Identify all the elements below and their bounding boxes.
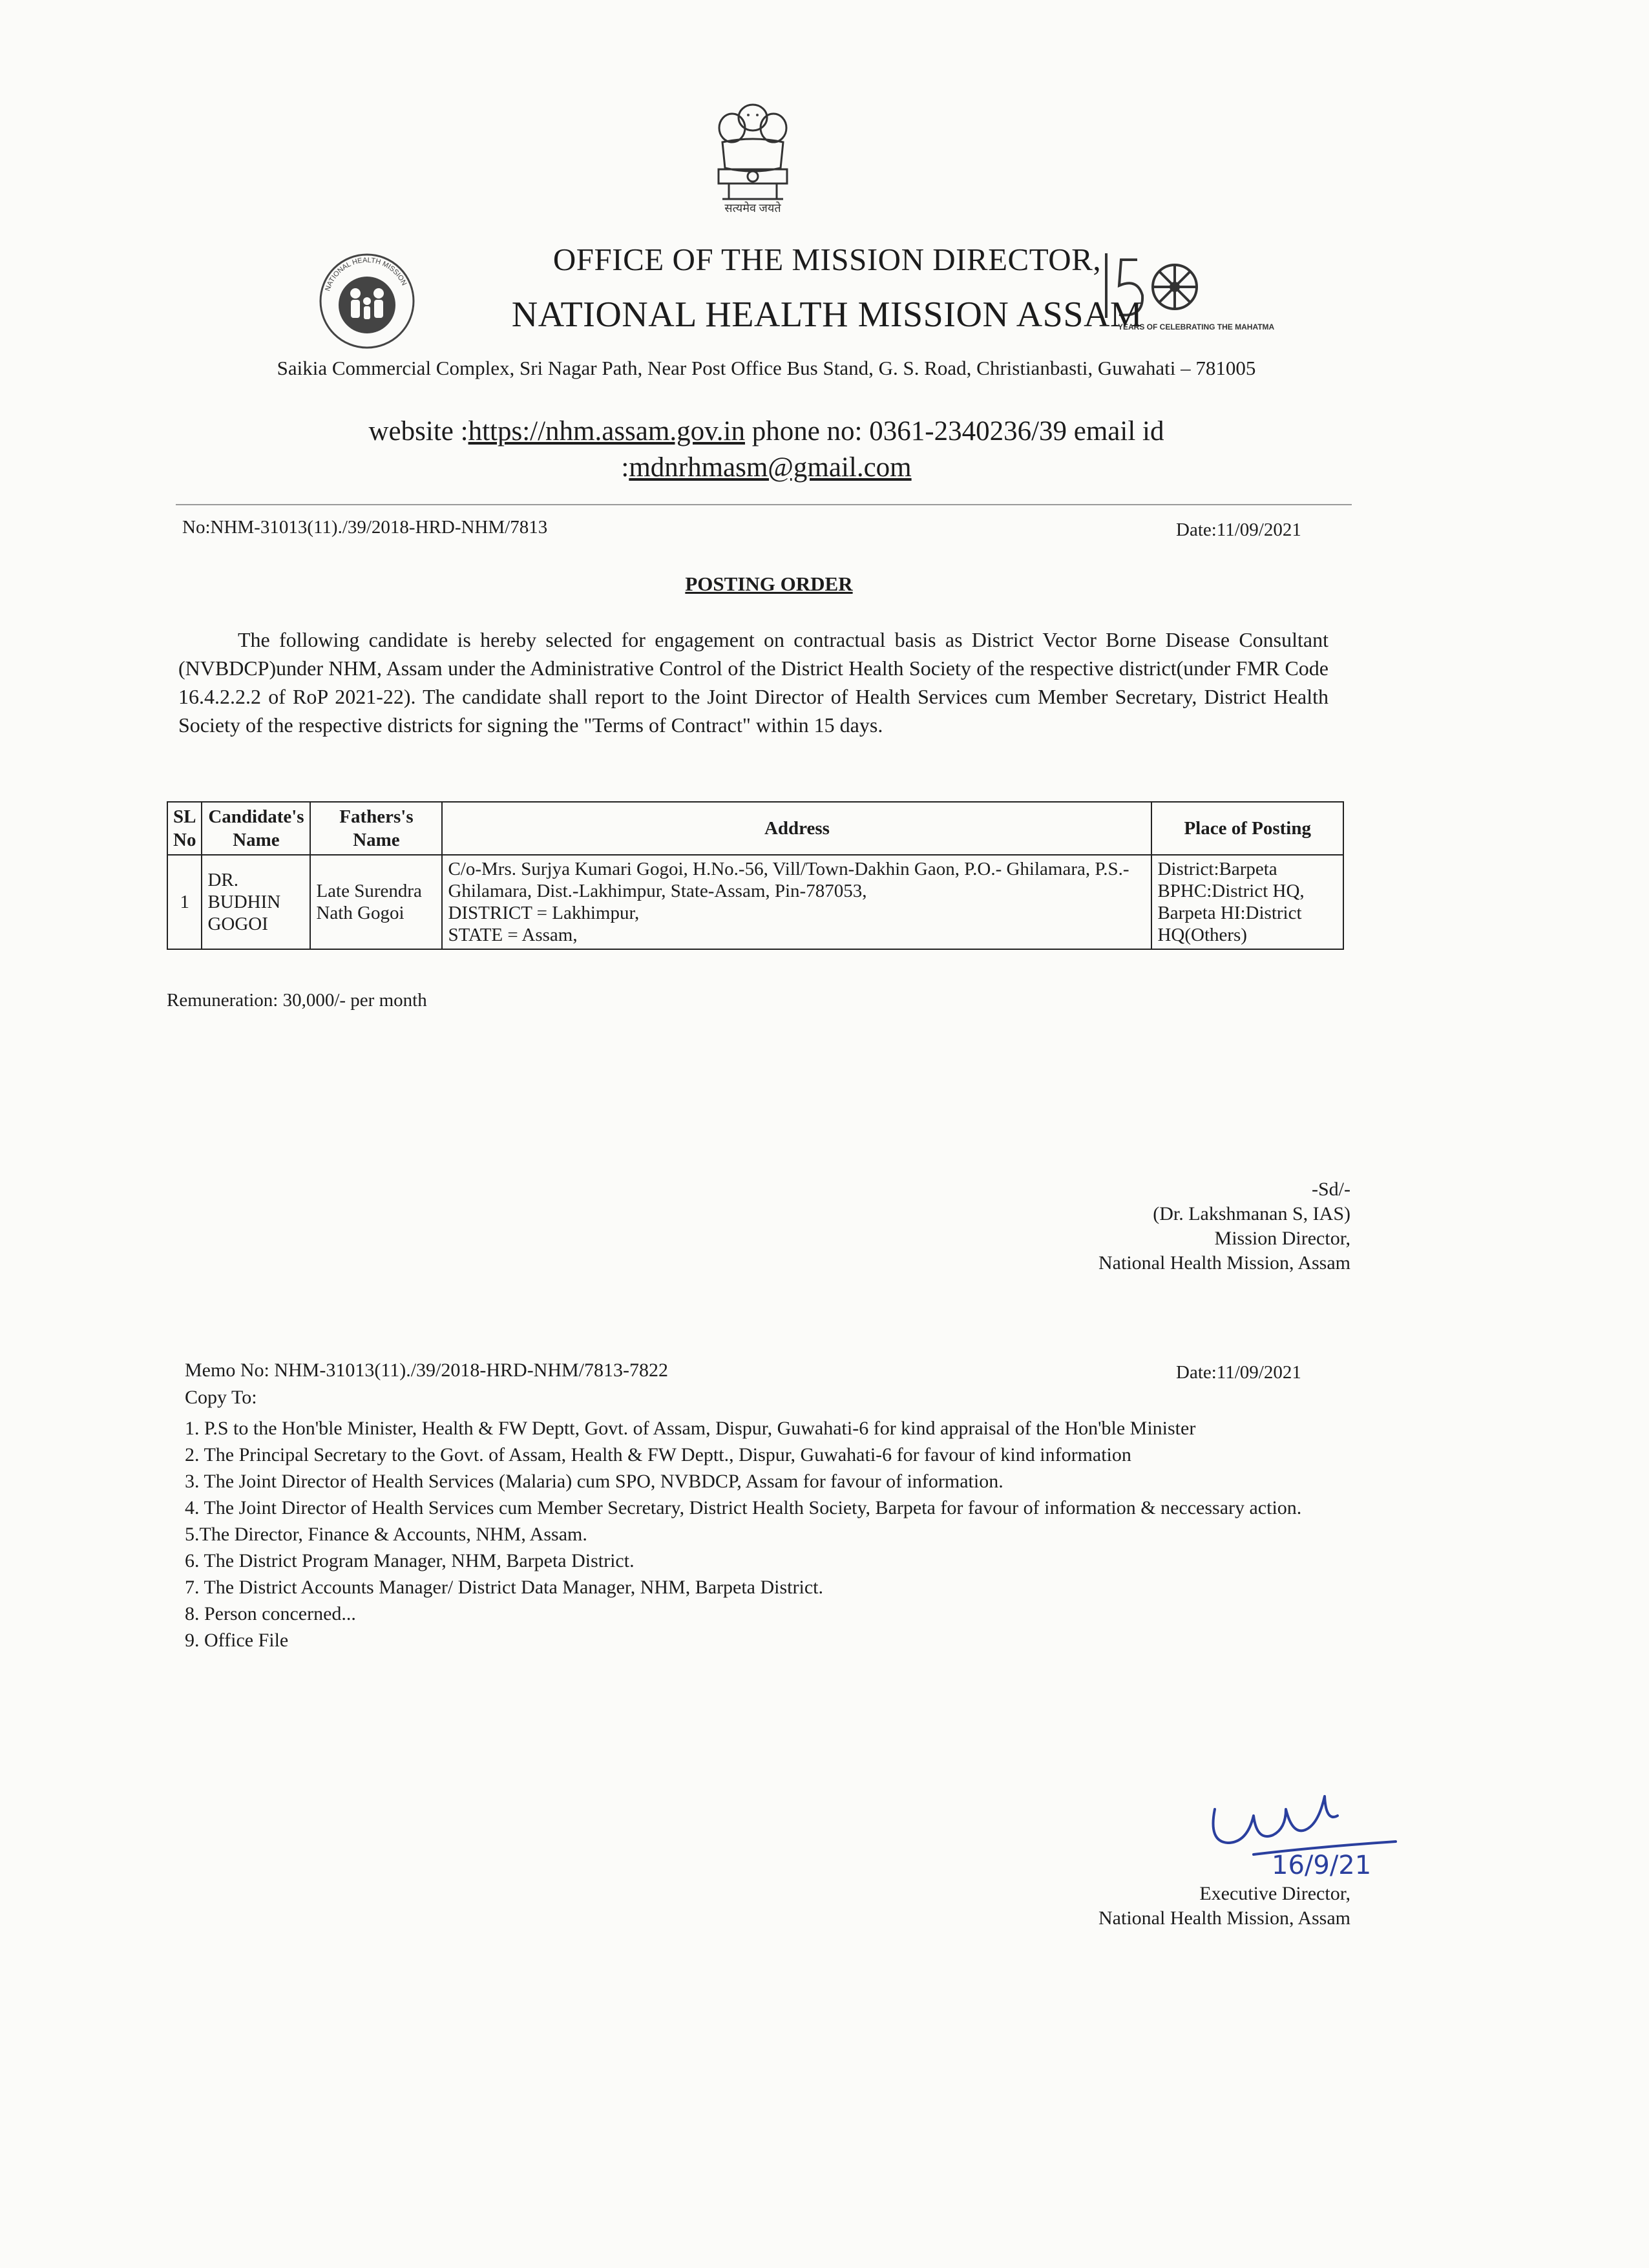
email-prefix: : bbox=[621, 452, 629, 483]
contact-info bbox=[191, 414, 1341, 486]
website-label: website : bbox=[368, 416, 468, 446]
anniv-logo-text: YEARS OF CELEBRATING THE MAHATMA bbox=[1118, 322, 1275, 331]
signature-date: 16/9/21 bbox=[1272, 1851, 1372, 1880]
cell-father-name: Late Surendra Nath Gogoi bbox=[310, 855, 442, 949]
address-text: C/o-Mrs. Surjya Kumari Gogoi, H.No.-56, Vill/Town-Dakhin Gaon, P.O.- Ghilamara, P.S.-Ghilamara, Dist.-Lakhimpur, State-Assam, Pin-787053, bbox=[448, 859, 1129, 901]
cell-address bbox=[442, 855, 1151, 949]
organization-name: NATIONAL HEALTH MISSION ASSAM bbox=[511, 295, 1143, 335]
header-candidate-name: Candidate's Name bbox=[202, 802, 310, 855]
list-item: 4. The Joint Director of Health Services cum Member Secretary, District Health Society, Barpeta for favour of information & neccessary action. bbox=[185, 1497, 1302, 1518]
document-title: POSTING ORDER bbox=[685, 572, 853, 595]
signatory-designation: Mission Director, bbox=[1214, 1228, 1350, 1249]
signatory-block-ed bbox=[969, 1882, 1350, 1931]
remuneration: Remuneration: 30,000/- per month bbox=[167, 990, 427, 1011]
website-link[interactable]: https://nhm.assam.gov.in bbox=[468, 416, 745, 446]
order-body: The following candidate is hereby selected for engagement on contractual basis as District Vector Borne Disease Consultant (NVBDCP)under NHM, Assam under the Administrative Control of the District Health Society of the respective district(under FMR Code 16.4.2.2.2 of RoP 2021-22). The candidate shall report to the Joint Director of Health Services cum Member Secretary, District Health Society of the respective districts for signing the "Terms of Contract" within 15 days. bbox=[178, 628, 1329, 737]
list-item: 3. The Joint Director of Health Services (Malaria) cum SPO, NVBDCP, Assam for favour of information. bbox=[185, 1471, 1003, 1492]
header-divider bbox=[176, 504, 1352, 505]
copy-to-list bbox=[185, 1415, 1322, 1654]
cell-sl-no: 1 bbox=[167, 855, 202, 949]
signed-mark: -Sd/- bbox=[1312, 1179, 1350, 1200]
header-sl-no: SL No bbox=[167, 802, 202, 855]
list-item: 7. The District Accounts Manager/ District Data Manager, NHM, Barpeta District. bbox=[185, 1577, 823, 1598]
copy-to-label: Copy To: bbox=[185, 1387, 257, 1408]
cell-place-of-posting: District:Barpeta BPHC:District HQ, Barpeta HI:District HQ(Others) bbox=[1151, 855, 1343, 949]
header-place-of-posting: Place of Posting bbox=[1151, 802, 1343, 855]
header-address: Address bbox=[442, 802, 1151, 855]
order-date: Date:11/09/2021 bbox=[1176, 520, 1301, 540]
signatory-designation: Executive Director, bbox=[1199, 1883, 1350, 1904]
reference-number: No:NHM-31013(11)./39/2018-HRD-NHM/7813 bbox=[182, 517, 548, 538]
emblem-motto: सत्यमेव जयते bbox=[724, 202, 781, 215]
svg-text:NATIONAL HEALTH MISSION: NATIONAL HEALTH MISSION bbox=[324, 256, 408, 293]
address-district: DISTRICT = Lakhimpur, bbox=[448, 903, 640, 923]
header-father-name: Fathers's Name bbox=[310, 802, 442, 855]
memo-date: Date:11/09/2021 bbox=[1176, 1362, 1301, 1383]
list-item: 9. Office File bbox=[185, 1630, 289, 1651]
address-state: STATE = Assam, bbox=[448, 925, 578, 945]
signatory-organization: National Health Mission, Assam bbox=[1098, 1907, 1350, 1929]
email-link[interactable]: mdnrhmasm@gmail.com bbox=[629, 452, 912, 483]
table-row bbox=[167, 855, 1343, 949]
phone-info: phone no: 0361-2340236/39 email id bbox=[744, 416, 1164, 446]
office-address: Saikia Commercial Complex, Sri Nagar Path, Near Post Office Bus Stand, G. S. Road, Christianbasti, Guwahati – 781005 bbox=[277, 357, 1256, 379]
posting-table bbox=[167, 801, 1344, 950]
cell-candidate-name: DR. BUDHIN GOGOI bbox=[202, 855, 310, 949]
state-emblem-icon bbox=[703, 97, 803, 216]
list-item: 2. The Principal Secretary to the Govt. of Assam, Health & FW Deptt., Dispur, Guwahati-6 for favour of kind information bbox=[185, 1444, 1131, 1465]
list-item: 1. P.S to the Hon'ble Minister, Health & FW Deptt, Govt. of Assam, Dispur, Guwahati-6 for kind appraisal of the Hon'ble Minister bbox=[185, 1418, 1196, 1439]
memo-number: Memo No: NHM-31013(11)./39/2018-HRD-NHM/7813-7822 bbox=[185, 1360, 669, 1381]
list-item: 6. The District Program Manager, NHM, Barpeta District. bbox=[185, 1550, 635, 1571]
office-title: OFFICE OF THE MISSION DIRECTOR, bbox=[552, 242, 1102, 277]
handwritten-signature-icon bbox=[1189, 1770, 1409, 1887]
signatory-name: (Dr. Lakshmanan S, IAS) bbox=[1153, 1203, 1350, 1224]
signatory-organization: National Health Mission, Assam bbox=[1098, 1252, 1350, 1274]
list-item: 5.The Director, Finance & Accounts, NHM, Assam. bbox=[185, 1524, 587, 1545]
table-header-row bbox=[167, 802, 1343, 855]
list-item: 8. Person concerned... bbox=[185, 1603, 356, 1624]
signatory-block-md bbox=[969, 1177, 1350, 1276]
